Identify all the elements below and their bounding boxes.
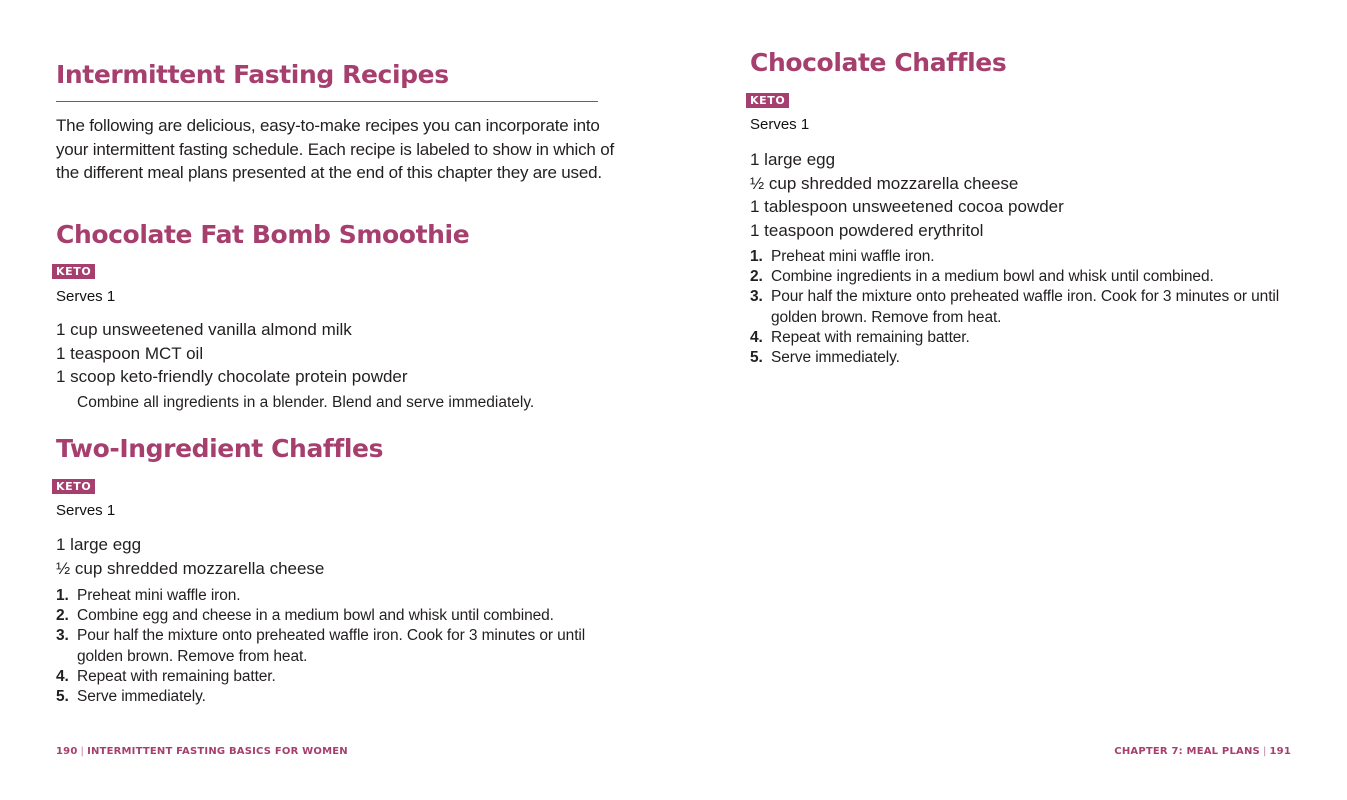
ingredient-item: 1 teaspoon MCT oil	[56, 343, 204, 363]
recipe-title-chocolate-fat-bomb-smoothie: Chocolate Fat Bomb Smoothie	[56, 220, 470, 249]
ingredient-list	[56, 533, 324, 580]
book-title: INTERMITTENT FASTING BASICS FOR WOMEN	[87, 746, 348, 757]
page-number: 190	[56, 746, 78, 757]
ingredient-item: 1 tablespoon unsweetened cocoa powder	[750, 197, 1064, 216]
ingredient-item: 1 teaspoon powdered erythritol	[750, 220, 984, 240]
recipe-title-two-ingredient-chaffles: Two-Ingredient Chaffles	[56, 434, 384, 463]
step-text: Pour half the mixture onto preheated waffle iron. Cook for 3 minutes or until golden brown. Remove from heat.	[771, 288, 1280, 326]
ingredient-item: 1 large egg	[750, 150, 836, 169]
ingredient-list	[750, 148, 1064, 242]
step-text: Repeat with remaining batter.	[771, 328, 970, 346]
step-text: Preheat mini waffle iron.	[77, 587, 241, 604]
ingredient-item: 1 scoop keto-friendly chocolate protein powder	[56, 367, 408, 386]
step-number: 3.	[56, 627, 69, 645]
step-text: Pour half the mixture onto preheated waffle iron. Cook for 3 minutes or until golden brown. Remove from heat.	[77, 627, 586, 665]
step-text: Serve immediately.	[771, 349, 900, 367]
section-title: Intermittent Fasting Recipes	[56, 60, 449, 89]
step-number: 2.	[56, 607, 69, 625]
step-number: 4.	[56, 667, 69, 685]
step-item	[750, 247, 1295, 267]
keto-badge: KETO	[52, 479, 95, 494]
step-number: 5.	[56, 688, 69, 706]
chapter-title: CHAPTER 7: MEAL PLANS	[1114, 746, 1260, 757]
step-item	[56, 606, 598, 626]
step-text: Combine egg and cheese in a medium bowl and whisk until combined.	[77, 607, 554, 625]
footer-separator: |	[1262, 746, 1267, 757]
step-text: Combine ingredients in a medium bowl and whisk until combined.	[771, 268, 1214, 286]
step-list	[56, 586, 598, 707]
right-page-footer	[1114, 746, 1291, 757]
step-item	[750, 267, 1295, 287]
step-item	[750, 348, 1295, 368]
step-item	[56, 687, 598, 707]
step-text: Serve immediately.	[77, 688, 206, 706]
step-item	[750, 287, 1295, 327]
step-number: 5.	[750, 349, 763, 367]
title-divider	[56, 101, 598, 102]
step-item	[56, 586, 598, 606]
serves-label: Serves 1	[56, 502, 116, 519]
step-number: 1.	[750, 248, 763, 265]
serves-label: Serves 1	[56, 288, 116, 305]
step-item	[56, 667, 598, 687]
keto-badge: KETO	[746, 93, 789, 108]
page-number: 191	[1269, 746, 1291, 757]
step-number: 2.	[750, 268, 763, 286]
instructions-text: Combine all ingredients in a blender. Blend and serve immediately.	[77, 394, 535, 411]
step-number: 3.	[750, 288, 763, 306]
intro-paragraph: The following are delicious, easy-to-make recipes you can incorporate into your intermittent fasting schedule. Each recipe is labeled to show in which of the different meal plans presented at the end of this chapter they are used.	[56, 116, 614, 182]
step-text: Preheat mini waffle iron.	[771, 248, 935, 265]
ingredient-list	[56, 318, 408, 389]
ingredient-item: ½ cup shredded mozzarella cheese	[750, 173, 1019, 193]
ingredient-item: ½ cup shredded mozzarella cheese	[56, 558, 325, 578]
step-number: 1.	[56, 587, 69, 604]
keto-badge: KETO	[52, 264, 95, 279]
step-text: Repeat with remaining batter.	[77, 667, 276, 685]
recipe-title-chocolate-chaffles: Chocolate Chaffles	[750, 48, 1007, 77]
ingredient-item: 1 cup unsweetened vanilla almond milk	[56, 320, 352, 339]
footer-separator: |	[80, 746, 85, 757]
step-list	[750, 247, 1295, 368]
serves-label: Serves 1	[750, 116, 810, 133]
ingredient-item: 1 large egg	[56, 535, 142, 554]
step-item	[750, 328, 1295, 348]
left-page-footer	[56, 746, 348, 757]
step-item	[56, 626, 598, 666]
step-number: 4.	[750, 328, 763, 346]
